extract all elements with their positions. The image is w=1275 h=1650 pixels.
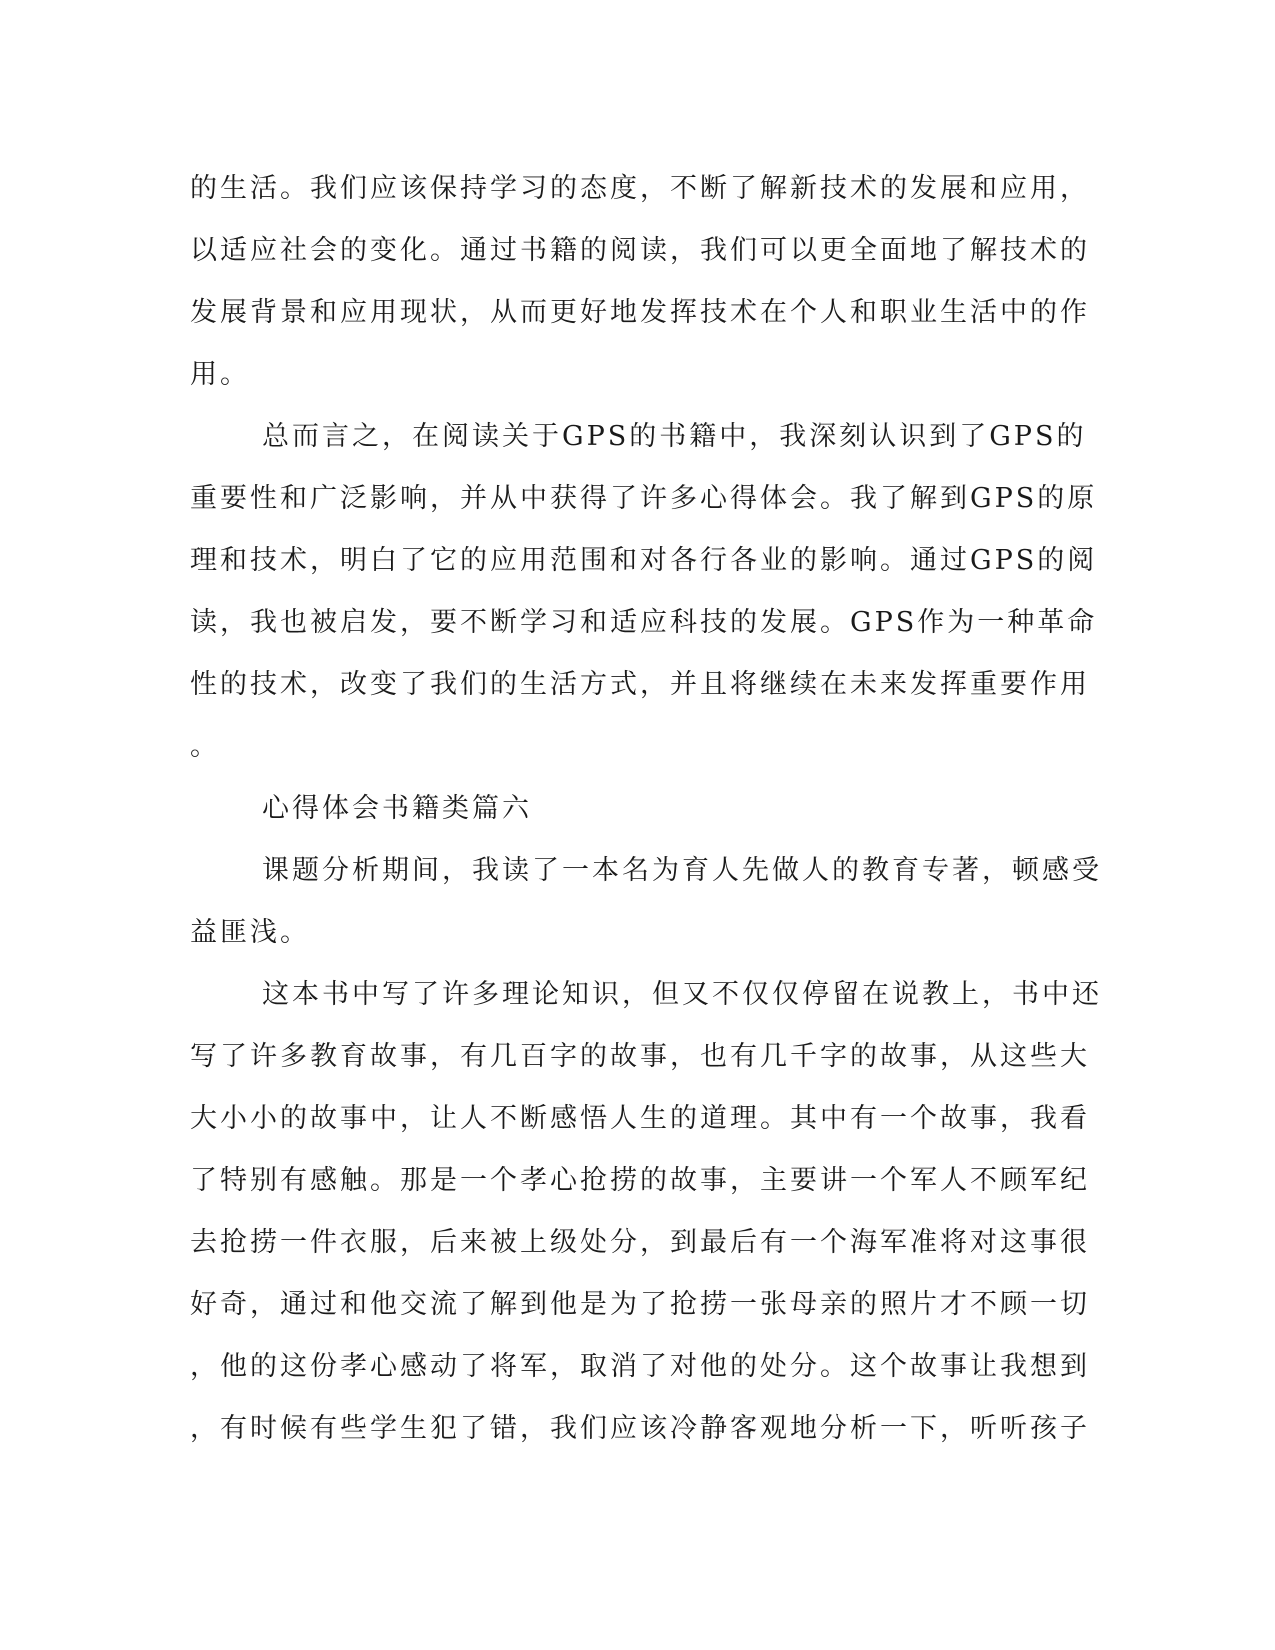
text-line: ，有时候有些学生犯了错，我们应该冷静客观地分析一下，听听孩子 (190, 1413, 1090, 1444)
text-line: 课题分析期间，我读了一本名为育人先做人的教育专著，顿感受 (262, 855, 1102, 886)
text-line: 写了许多教育故事，有几百字的故事，也有几千字的故事，从这些大 (190, 1041, 1090, 1072)
text-line: 大小小的故事中，让人不断感悟人生的道理。其中有一个故事，我看 (190, 1103, 1090, 1134)
document-body (190, 158, 1102, 1460)
text-line: ，他的这份孝心感动了将军，取消了对他的处分。这个故事让我想到 (190, 1351, 1090, 1382)
text-line: 了特别有感触。那是一个孝心抢捞的故事，主要讲一个军人不顾军纪 (190, 1165, 1090, 1196)
text-line: 好奇，通过和他交流了解到他是为了抢捞一张母亲的照片才不顾一切 (190, 1289, 1090, 1320)
text-line: 总而言之，在阅读关于GPS的书籍中，我深刻认识到了GPS的 (262, 421, 1087, 452)
text-line: 发展背景和应用现状，从而更好地发挥技术在个人和职业生活中的作 (190, 297, 1090, 328)
text-line: 理和技术，明白了它的应用范围和对各行各业的影响。通过GPS的阅 (190, 545, 1098, 576)
text-line: 去抢捞一件衣服，后来被上级处分，到最后有一个海军准将对这事很 (190, 1227, 1090, 1258)
text-line: 用。 (190, 359, 250, 390)
text-line: 以适应社会的变化。通过书籍的阅读，我们可以更全面地了解技术的 (190, 235, 1090, 266)
text-line: 。 (190, 731, 220, 762)
section-heading: 心得体会书籍类篇六 (262, 793, 532, 824)
text-line: 的生活。我们应该保持学习的态度，不断了解新技术的发展和应用， (190, 173, 1090, 204)
text-line: 性的技术，改变了我们的生活方式，并且将继续在未来发挥重要作用 (190, 669, 1090, 700)
text-line: 这本书中写了许多理论知识，但又不仅仅停留在说教上，书中还 (262, 979, 1102, 1010)
text-line: 重要性和广泛影响，并从中获得了许多心得体会。我了解到GPS的原 (190, 483, 1098, 514)
text-line: 读，我也被启发，要不断学习和适应科技的发展。GPS作为一种革命 (190, 607, 1098, 638)
text-line: 益匪浅。 (190, 917, 310, 948)
